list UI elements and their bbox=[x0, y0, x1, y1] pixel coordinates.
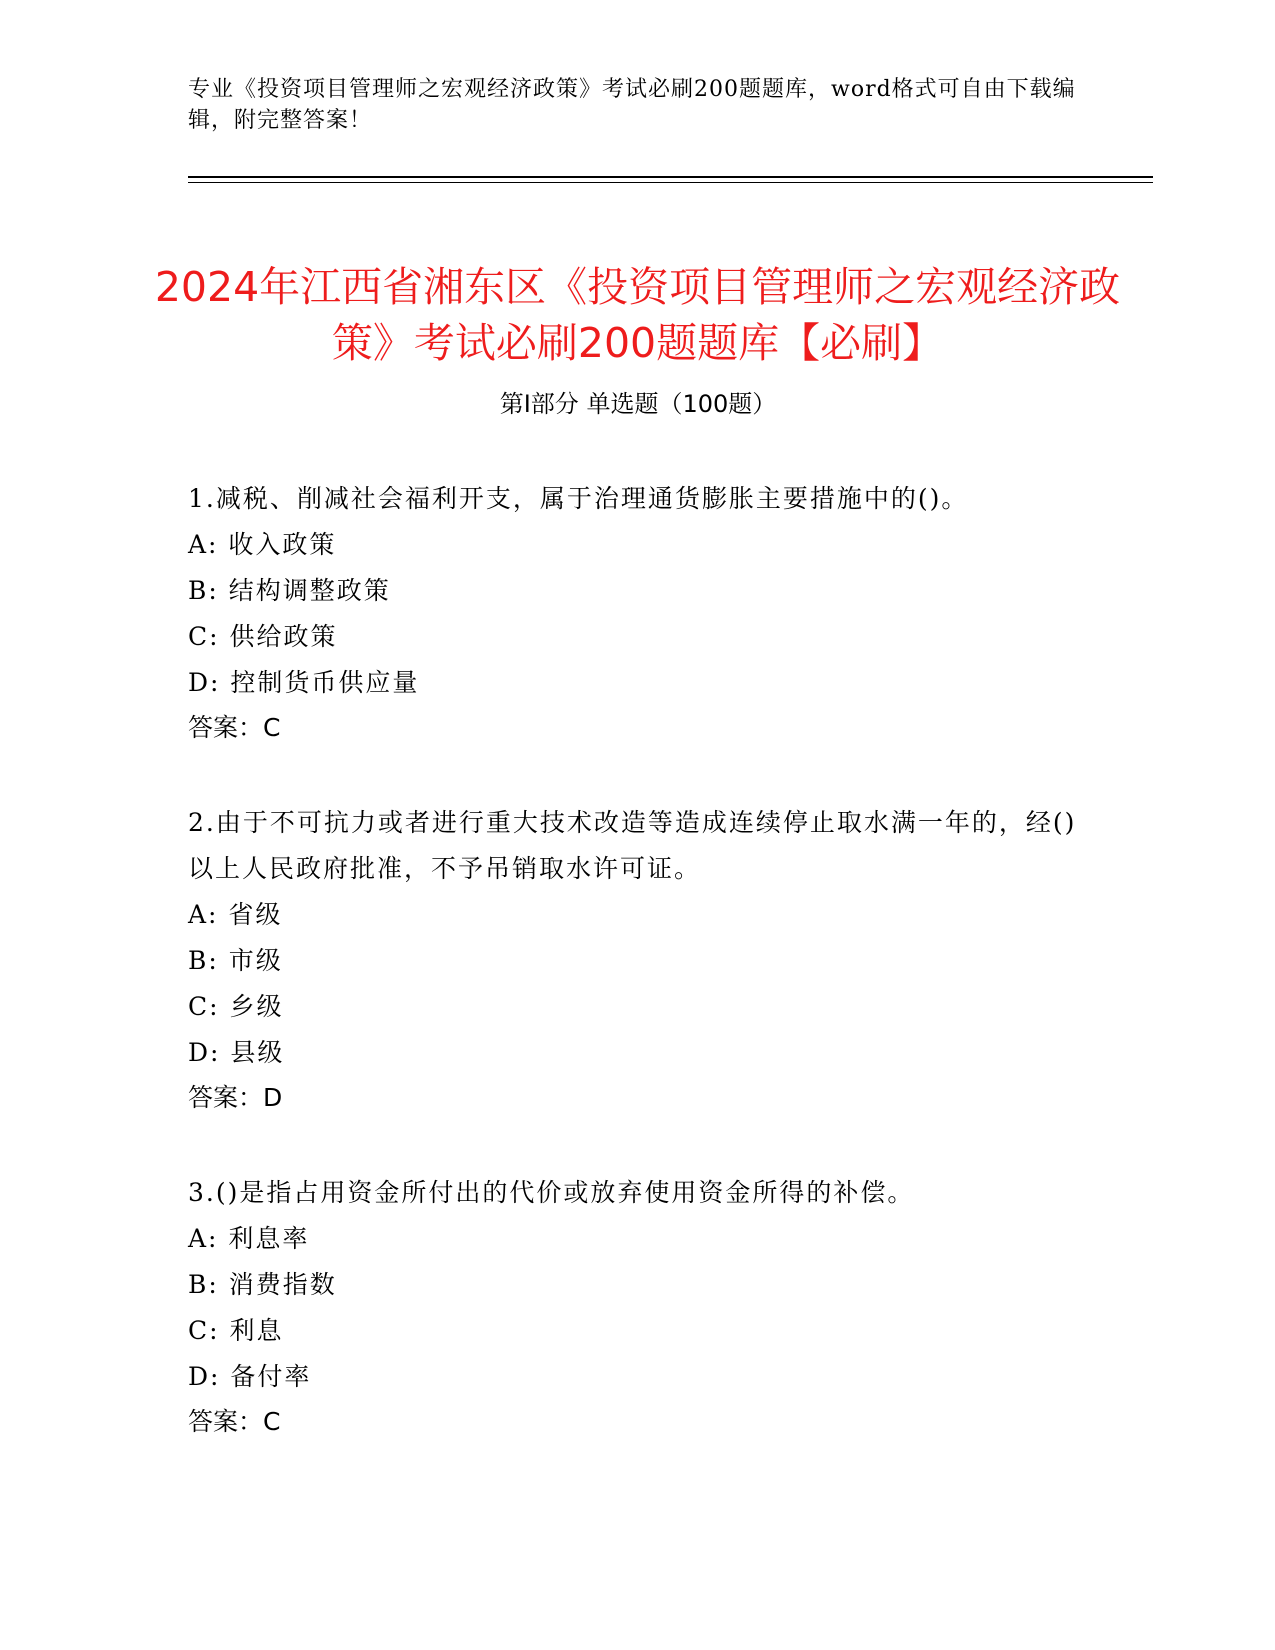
option-a: A: 收入政策 bbox=[188, 530, 337, 559]
header-note: 专业《投资项目管理师之宏观经济政策》考试必刷200题题库，word格式可自由下载编辑，附完整答案！ bbox=[188, 77, 1076, 133]
header-divider-thin bbox=[188, 182, 1153, 183]
question-list bbox=[188, 476, 1088, 1494]
option-c: C: 供给政策 bbox=[188, 622, 338, 651]
option-b: B: 结构调整政策 bbox=[188, 576, 391, 605]
option-c: C: 利息 bbox=[188, 1316, 284, 1345]
answer: 答案：C bbox=[188, 713, 281, 742]
question-2 bbox=[188, 800, 1088, 1120]
question-3 bbox=[188, 1170, 1088, 1444]
answer: 答案：D bbox=[188, 1083, 283, 1112]
option-d: D: 县级 bbox=[188, 1038, 285, 1067]
section-title: 第I部分 单选题（100题） bbox=[499, 390, 777, 418]
option-c: C: 乡级 bbox=[188, 992, 284, 1021]
option-a: A: 利息率 bbox=[188, 1224, 310, 1253]
question-text: 3.()是指占用资金所付出的代价或放弃使用资金所得的补偿。 bbox=[188, 1178, 915, 1207]
document-title: 2024年江西省湘东区《投资项目管理师之宏观经济政策》考试必刷200题题库【必刷】 bbox=[154, 263, 1121, 368]
option-b: B: 市级 bbox=[188, 946, 283, 975]
question-1 bbox=[188, 476, 1088, 750]
option-d: D: 控制货币供应量 bbox=[188, 668, 420, 697]
question-text: 1.减税、削减社会福利开支，属于治理通货膨胀主要措施中的()。 bbox=[188, 484, 969, 513]
option-d: D: 备付率 bbox=[188, 1362, 312, 1391]
question-text: 2.由于不可抗力或者进行重大技术改造等造成连续停止取水满一年的，经()以上人民政府批准，不予吊销取水许可证。 bbox=[188, 808, 1077, 883]
option-b: B: 消费指数 bbox=[188, 1270, 337, 1299]
answer: 答案：C bbox=[188, 1407, 281, 1436]
option-a: A: 省级 bbox=[188, 900, 283, 929]
header-divider-thick bbox=[188, 176, 1153, 178]
